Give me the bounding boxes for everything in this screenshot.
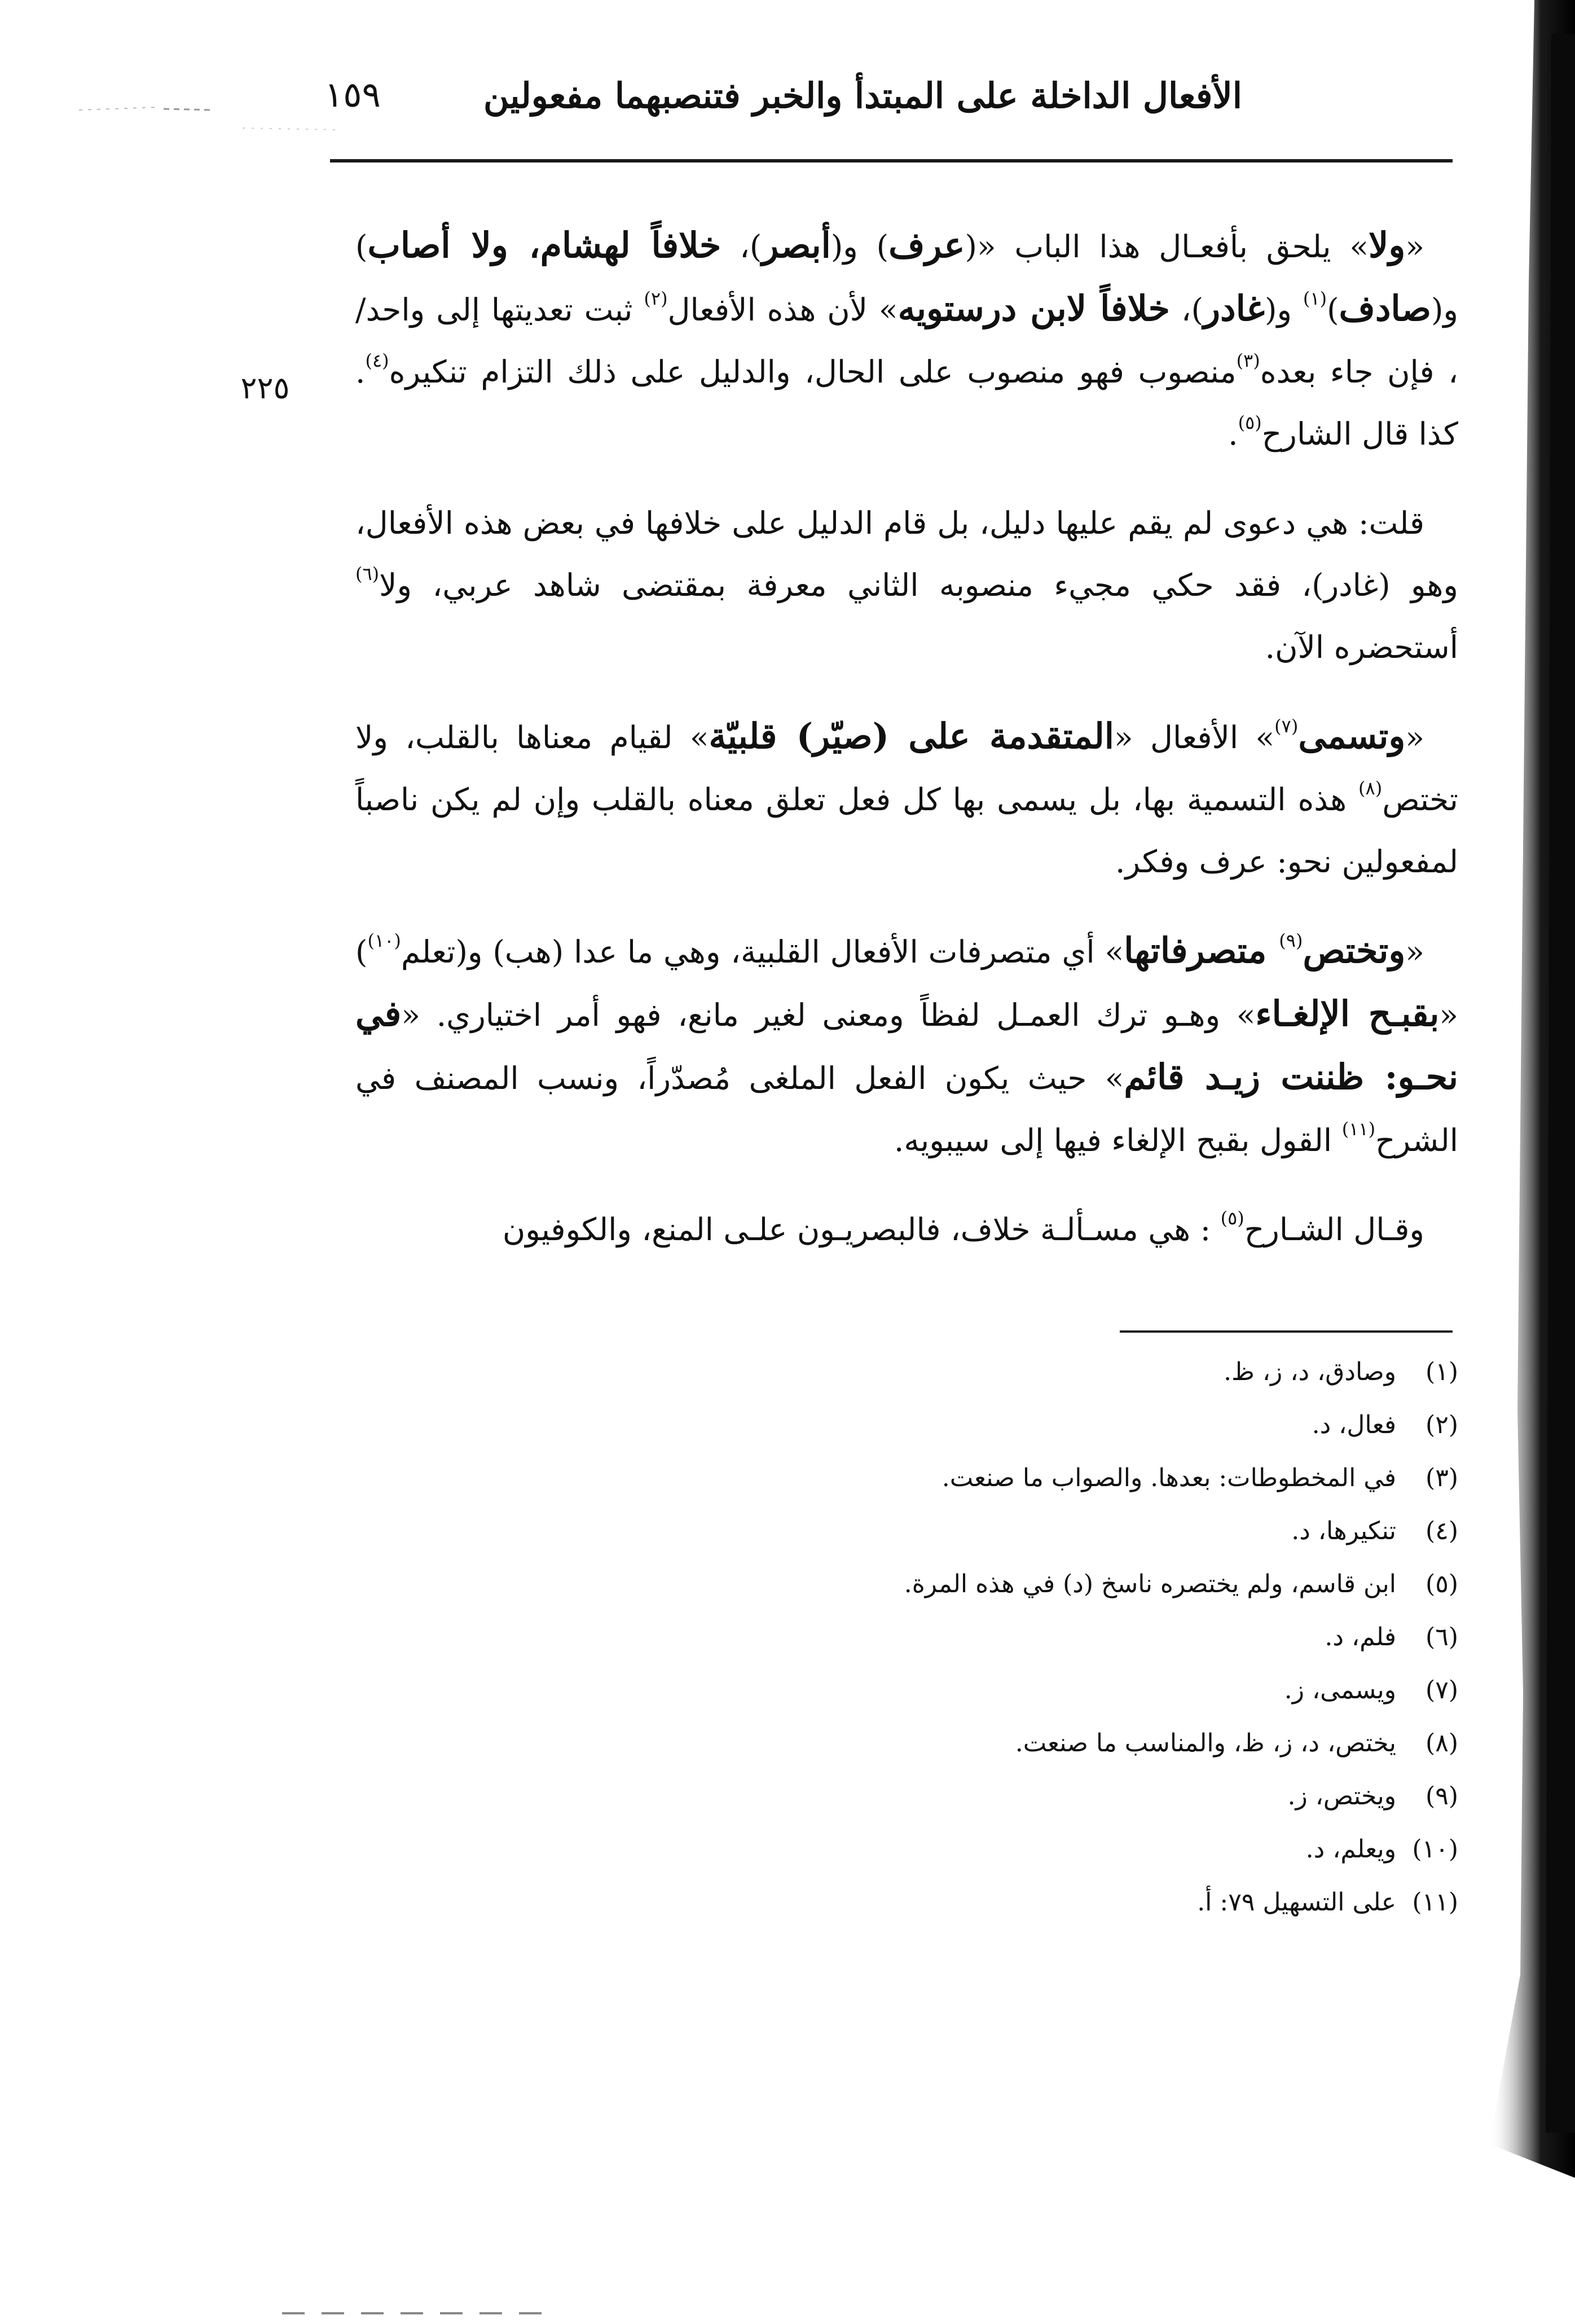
text-run: )، <box>1169 292 1204 328</box>
text-run: » أي متصرفات الأفعال القلبية، وهي ما عدا (هب) و(تعلم <box>401 934 1124 970</box>
text-run: . كذا قال الشارح <box>355 354 1458 452</box>
matn-quote: عرف <box>888 225 965 266</box>
matn-quote: خلافاً لهشام، ولا أصاب <box>367 225 721 266</box>
text-run: » حيث يكون الفعل الملغى مُصدّراً، ونسب المصنف في الشرح <box>355 1060 1458 1158</box>
matn-quote: غادر <box>1203 288 1265 329</box>
footnote-number: (١) <box>1426 1358 1458 1386</box>
text-run: وقـال الشـارح <box>1244 1211 1424 1247</box>
text-run: ) و( <box>355 229 1458 328</box>
footnote-item <box>564 1717 1458 1770</box>
matn-quote: وتختص <box>1303 930 1406 971</box>
running-header-title: الأفعال الداخلة على المبتدأ والخبر فتنصبهما مفعولين <box>483 75 1242 116</box>
footnote-marker: (٢) <box>644 288 668 309</box>
paragraph-5 <box>355 1198 1458 1260</box>
footnote-marker: (١١) <box>1341 1118 1376 1140</box>
header-rule <box>330 159 1453 162</box>
text-run: و( <box>1264 292 1303 328</box>
footnote-item <box>564 1611 1458 1664</box>
footnote-item <box>564 1505 1458 1558</box>
paragraph-2 <box>355 492 1458 678</box>
paragraph-4 <box>355 920 1458 1171</box>
text-run: . <box>1228 416 1238 452</box>
footnote-marker: (١٠) <box>367 930 401 951</box>
text-run: » لأن هذه الأفعال <box>667 292 898 328</box>
footnote-text: يختص، د، ز، ظ، والمناسب ما صنعت. <box>1015 1729 1396 1758</box>
text-run: » وهـو ترك العمـل لفظاً ومعنى لغير مانع، فهو أمر اختياري. « <box>401 997 1256 1033</box>
footnote-text: في المخطوطات: بعدها. والصواب ما صنعت. <box>942 1464 1396 1492</box>
matn-quote: ولا <box>1369 225 1406 266</box>
footnote-item <box>564 1452 1458 1505</box>
text-run: أستحضره الآن. <box>1265 629 1458 665</box>
footnote-number: (٨) <box>1426 1729 1458 1758</box>
footnote-marker: (٧) <box>1274 715 1299 737</box>
text-run: منصوب فهو منصوب على الحال، والدليل على ذلك التزام تنكيره <box>389 354 1237 390</box>
footnote-item <box>564 1558 1458 1611</box>
text-run: ثبت تعديتها إلى واحد/ ، فإن جاء بعده <box>355 292 1458 390</box>
matn-quote: بقبـح الإلغـاء <box>1255 993 1440 1034</box>
footnote-marker: (٩) <box>1279 930 1303 951</box>
footnote-marker: (٤) <box>365 350 389 371</box>
footnotes-list <box>564 1346 1458 1929</box>
footnote-item <box>564 1664 1458 1717</box>
margin-reference-number: ٢٢٥ <box>240 370 290 406</box>
footnote-text: فعال، د. <box>1312 1411 1396 1439</box>
matn-quote: أبصر <box>762 225 831 266</box>
text-run: ) <box>1327 292 1339 328</box>
footnote-item <box>564 1399 1458 1452</box>
footnote-text: على التسهيل ٧٩: أ. <box>1197 1888 1396 1917</box>
footnote-number: (٧) <box>1426 1676 1458 1704</box>
text-run: » الأفعال « <box>1114 719 1275 755</box>
matn-quote: صادف <box>1339 288 1431 329</box>
page-number: ١٥٩ <box>324 74 381 115</box>
text-run: هذه التسمية بها، بل يسمى بها كل فعل تعلق معناه بالقلب وإن لم يكن ناصباً لمفعولين نحو: عرف وفكر. <box>355 781 1458 880</box>
text-run: القول بقبح الإلغاء فيها إلى سيبويه. <box>894 1122 1342 1158</box>
text-run: ) « <box>355 934 1458 1033</box>
paragraph-1 <box>355 214 1458 465</box>
scan-bottom-marks <box>0 2305 1575 2322</box>
text-run: قلت: هي دعوى لم يقم عليها دليل، بل قام الدليل على خلافها في بعض هذه الأفعال، وهو (غادر)، فقد حكي مجيء منصوبه الثاني معرفة بمقتضى شاهد عربي، ولا <box>355 505 1458 603</box>
text-run: : هي مسـألـة خلاف، فالبصريـون علـى المنع، والكوفيون <box>502 1211 1221 1247</box>
text-run: ) و( <box>830 229 889 265</box>
footnote-marker: (٣) <box>1236 350 1260 371</box>
footnote-marker: (٨) <box>1358 777 1383 799</box>
text-run: « <box>1405 719 1424 755</box>
footnote-text: ابن قاسم، ولم يختصره ناسخ (د) في هذه المرة. <box>904 1570 1396 1598</box>
matn-quote: متصرفاتها <box>1124 930 1279 971</box>
matn-quote: المتقدمة على (صيّر) قلبيّة <box>709 715 1115 757</box>
footnote-item <box>564 1823 1458 1876</box>
footnote-marker: (٥) <box>1238 412 1262 433</box>
footnote-text: ويعلم، د. <box>1305 1835 1396 1864</box>
footnote-text: فلم، د. <box>1325 1623 1396 1651</box>
footnote-number: (٦) <box>1426 1623 1458 1651</box>
footnote-number: (٤) <box>1426 1517 1458 1545</box>
footnote-number: (١١) <box>1412 1888 1458 1917</box>
matn-quote: خلافاً لابن درستويه <box>898 288 1170 329</box>
footnote-number: (١٠) <box>1412 1835 1458 1864</box>
text-run: )، <box>721 229 762 265</box>
footnote-text: ويختص، ز. <box>1287 1782 1396 1811</box>
footnote-marker: (١) <box>1303 288 1327 309</box>
binding-shadow <box>1467 0 1575 2200</box>
footnote-text: وصادق، د، ز، ظ. <box>1224 1358 1396 1386</box>
footnote-text: تنكيرها، د. <box>1291 1517 1396 1545</box>
footnote-separator <box>1120 1330 1453 1333</box>
text-run: « <box>1405 229 1424 265</box>
matn-quote: وتسمى <box>1298 715 1406 757</box>
footnote-number: (٣) <box>1426 1464 1458 1492</box>
text-run: « <box>1405 934 1424 970</box>
footnote-number: (٩) <box>1426 1782 1458 1811</box>
footnote-item <box>564 1346 1458 1399</box>
text-run: » لقيام معناها بالقلب، ولا تختص <box>355 719 1458 818</box>
footnote-marker: (٥) <box>1220 1207 1244 1229</box>
footnote-number: (٥) <box>1426 1570 1458 1598</box>
scan-noise-marks <box>79 76 338 155</box>
footnote-text: ويسمى، ز. <box>1284 1676 1396 1704</box>
footnote-number: (٢) <box>1426 1411 1458 1439</box>
footnote-item <box>564 1876 1458 1929</box>
main-text <box>355 214 1458 1288</box>
text-run: » يلحق بأفعـال هذا الباب «( <box>965 229 1369 265</box>
footnote-marker: (٦) <box>355 563 380 585</box>
footnote-item <box>564 1770 1458 1823</box>
matn-quote: في نحـو: ظننت زيـد قائم <box>355 993 1458 1097</box>
paragraph-3 <box>355 705 1458 893</box>
